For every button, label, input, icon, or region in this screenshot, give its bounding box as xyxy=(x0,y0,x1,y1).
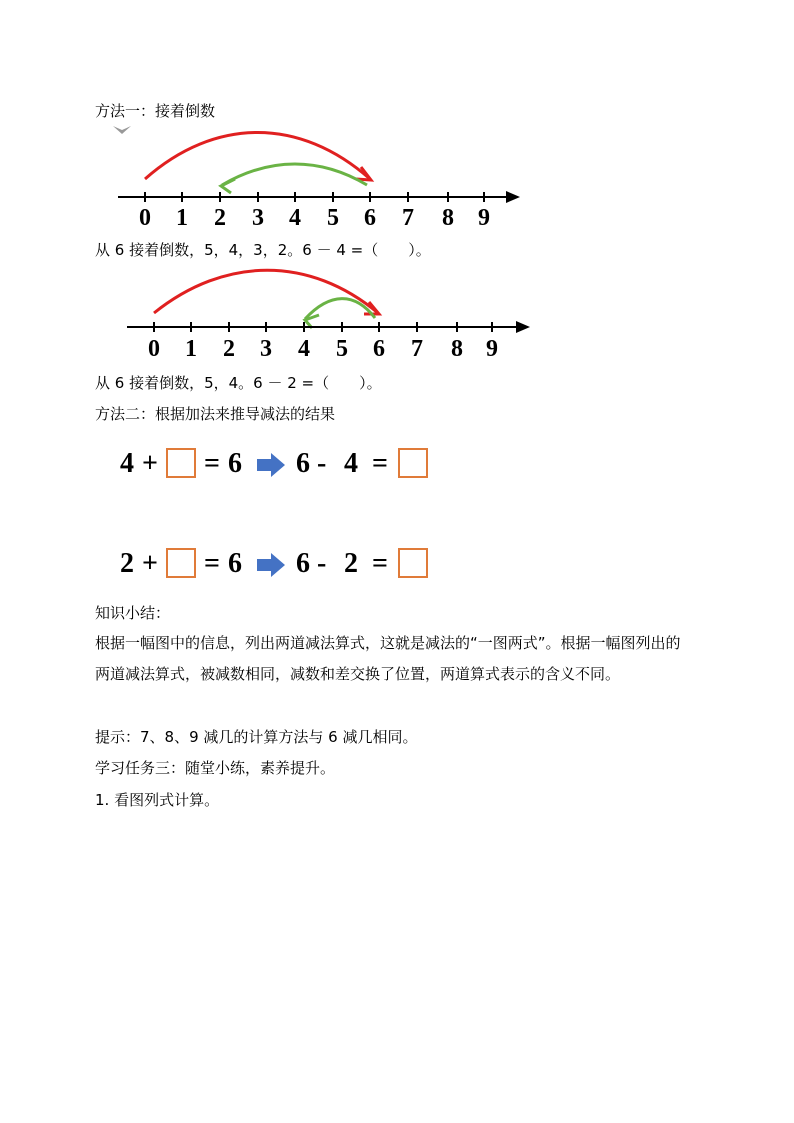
tick-label: 9 xyxy=(478,205,490,231)
method1-sentence1: 从 6 接着倒数，5，4，3，2。6 － 4 =（ ）。 xyxy=(95,241,431,259)
tick-label: 2 xyxy=(214,205,226,231)
tick-label: 3 xyxy=(252,205,264,231)
minuend: 6 - xyxy=(296,548,327,579)
tip: 提示：7、8、9 减几的计算方法与 6 减几相同。 xyxy=(95,728,418,746)
equation-1 xyxy=(120,447,460,481)
addend: 4 xyxy=(120,448,134,479)
equals-sign: = xyxy=(204,448,220,479)
right-arrow-icon xyxy=(256,553,286,577)
tick-label: 5 xyxy=(336,336,348,362)
tick-label: 9 xyxy=(486,336,498,362)
exercise-1: 1. 看图列式计算。 xyxy=(95,791,220,809)
subtrahend: 4 xyxy=(344,448,358,479)
tick-label: 2 xyxy=(223,336,235,362)
equation-2 xyxy=(120,547,460,581)
answer-box[interactable] xyxy=(398,448,428,478)
task3-heading: 学习任务三：随堂小练，素养提升。 xyxy=(95,759,336,777)
addend: 2 xyxy=(120,548,134,579)
number-line-1 xyxy=(0,125,560,235)
answer-box[interactable] xyxy=(166,448,196,478)
tick-label: 7 xyxy=(411,336,423,362)
tick-label: 5 xyxy=(327,205,339,231)
method1-sentence2: 从 6 接着倒数，5，4。6 － 2 =（ ）。 xyxy=(95,374,382,392)
method1-title: 方法一：接着倒数 xyxy=(95,102,216,120)
tick-label: 1 xyxy=(185,336,197,362)
tick-label: 0 xyxy=(139,205,151,231)
tick-label: 8 xyxy=(442,205,454,231)
number-line-2 xyxy=(0,262,560,362)
tick-label: 3 xyxy=(260,336,272,362)
plus-sign: + xyxy=(142,548,158,579)
right-arrow-icon xyxy=(256,453,286,477)
backward-arc-1 xyxy=(222,164,367,185)
tick-label: 4 xyxy=(289,205,301,231)
answer-box[interactable] xyxy=(166,548,196,578)
tick-label: 4 xyxy=(298,336,310,362)
plus-sign: + xyxy=(142,448,158,479)
sum: 6 xyxy=(228,548,242,579)
tick-label: 1 xyxy=(176,205,188,231)
tick-label: 7 xyxy=(402,205,414,231)
tick-label: 6 xyxy=(373,336,385,362)
tick-label: 0 xyxy=(148,336,160,362)
backward-arc-1-arrowhead xyxy=(221,179,235,193)
answer-box[interactable] xyxy=(398,548,428,578)
summary-title: 知识小结： xyxy=(95,604,171,622)
equals-sign-2: = xyxy=(372,548,388,579)
summary-text: 根据一幅图中的信息，列出两道减法算式，这就是减法的“一图两式”。根据一幅图列出的两道减法算式，被减数相同，减数和差交换了位置，两道算式表示的含义不同。 xyxy=(95,634,681,683)
subtrahend: 2 xyxy=(344,548,358,579)
equals-sign-2: = xyxy=(372,448,388,479)
tick-label: 8 xyxy=(451,336,463,362)
equals-sign: = xyxy=(204,548,220,579)
method2-title: 方法二：根据加法来推导减法的结果 xyxy=(95,405,336,423)
forward-arc-2 xyxy=(154,270,378,313)
sum: 6 xyxy=(228,448,242,479)
minuend: 6 - xyxy=(296,448,327,479)
tick-label: 6 xyxy=(364,205,376,231)
